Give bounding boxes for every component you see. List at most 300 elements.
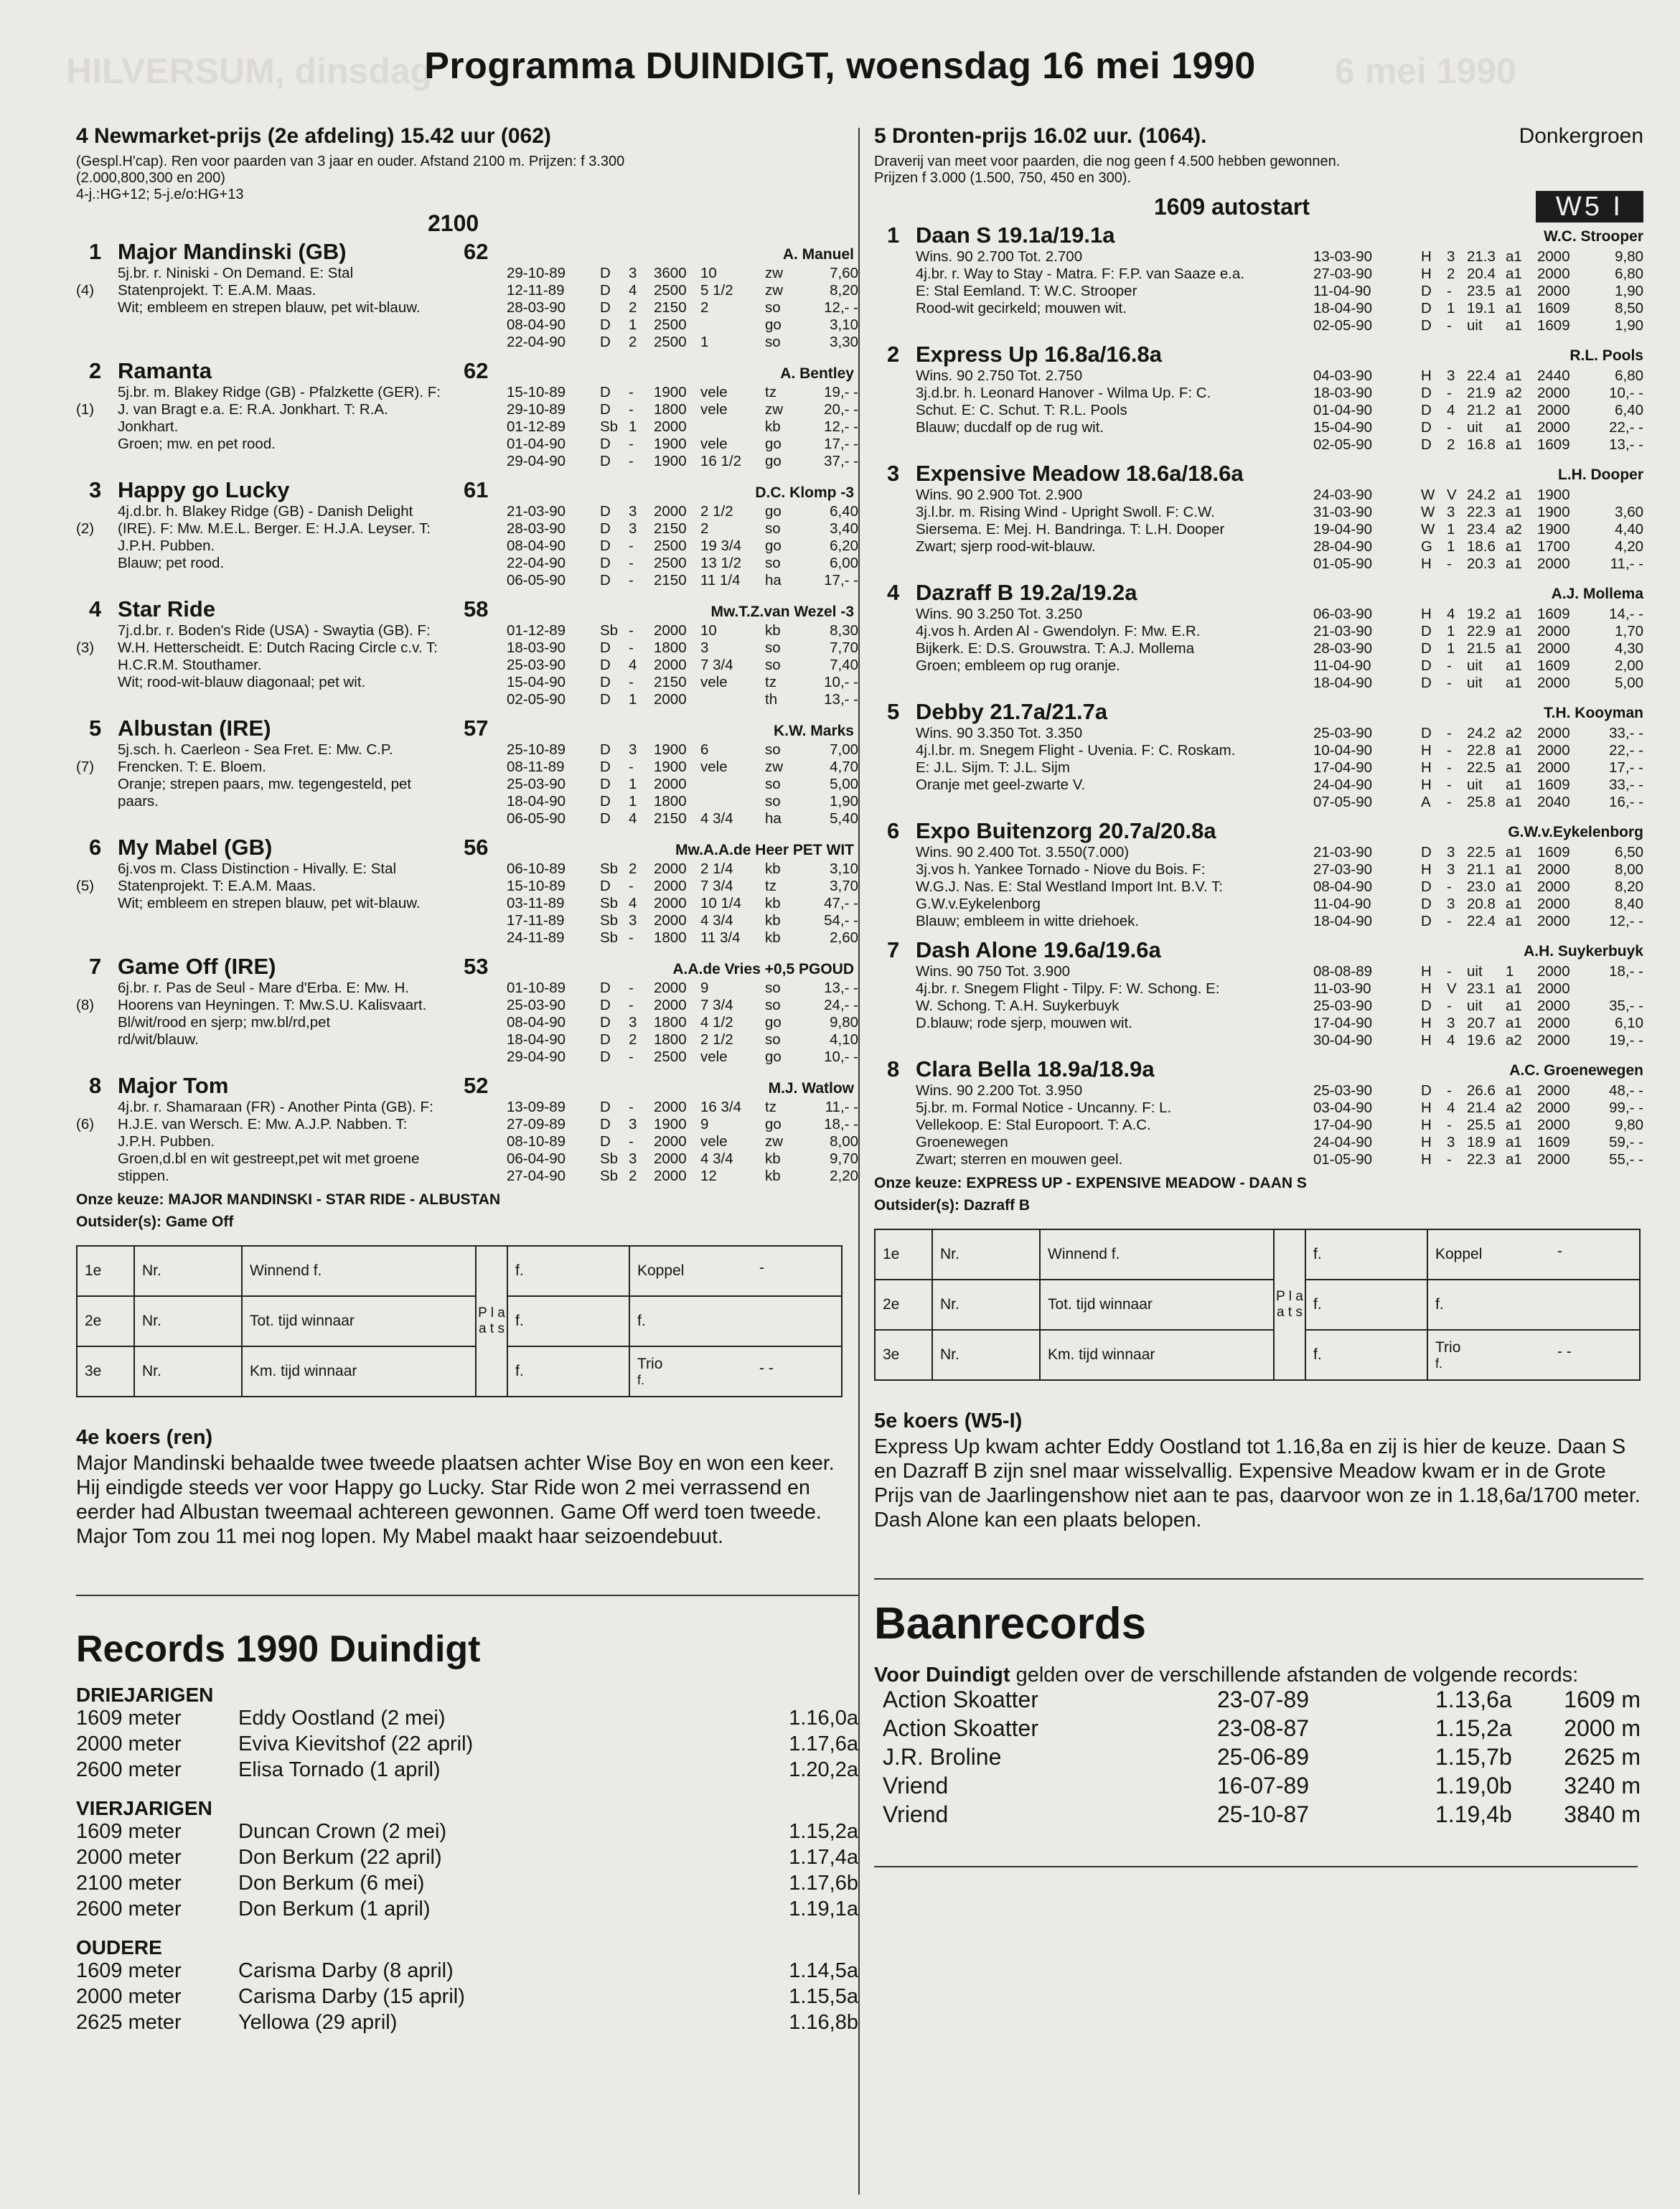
payout-label: Tot. tijd winnaar — [242, 1296, 476, 1346]
result-row — [1313, 963, 1643, 980]
run-place: 2 — [1447, 436, 1455, 453]
run-place: - — [629, 538, 634, 554]
run-odds: 18,- - — [824, 1116, 858, 1132]
result-row — [507, 384, 858, 401]
run-col5: a1 — [1506, 794, 1522, 810]
horse-info — [118, 384, 491, 453]
run-place: 3 — [629, 741, 637, 758]
run-col4: 1900 — [654, 436, 687, 452]
horse-name: Daan S 19.1a/19.1a — [916, 222, 1115, 248]
run-col4: 22.4 — [1467, 367, 1496, 384]
horse-info-line: 4j.br. r. Shamaraan (FR) - Another Pinta (GB). F: — [118, 1099, 433, 1115]
run-odds: 4,20 — [1615, 538, 1643, 555]
run-col6: 2000 — [1537, 283, 1570, 299]
run-col6: 2000 — [1537, 913, 1570, 929]
run-track: H — [1421, 606, 1432, 622]
run-col4: 22.8 — [1467, 742, 1496, 759]
horse-header — [874, 221, 1643, 248]
result-row — [1313, 283, 1643, 300]
run-col5: 10 — [700, 265, 717, 281]
run-odds: 6,40 — [830, 503, 858, 520]
record-distance: 2625 meter — [76, 2011, 182, 2034]
column-divider — [858, 128, 860, 2195]
run-col5: vele — [700, 1049, 728, 1065]
horse-name: Game Off (IRE) — [118, 954, 276, 979]
track-record-row — [874, 1801, 1643, 1830]
recent-results — [1313, 1082, 1643, 1168]
run-odds: 13,- - — [1609, 436, 1643, 453]
run-col6: so — [765, 980, 781, 996]
horse-info-line: Blauw; pet rood. — [118, 555, 225, 571]
run-place: - — [629, 555, 634, 571]
run-odds: 7,70 — [830, 639, 858, 656]
result-row — [1313, 419, 1643, 436]
horse-info-line: stippen. — [118, 1168, 169, 1184]
result-row — [507, 572, 858, 589]
horse-info-line: Vellekoop. E: Stal Europoort. T: A.C. — [916, 1117, 1151, 1133]
result-row — [1313, 266, 1643, 283]
run-col5: a1 — [1506, 1015, 1522, 1031]
result-row — [1313, 317, 1643, 334]
run-col5: 7 3/4 — [700, 997, 733, 1013]
number-label: Nr. — [932, 1280, 1040, 1330]
run-place: 4 — [1447, 606, 1455, 622]
run-odds: 24,- - — [824, 997, 858, 1013]
run-col6: tz — [765, 1099, 776, 1115]
run-col4: 2500 — [654, 538, 687, 554]
run-odds: 2,20 — [830, 1168, 858, 1184]
run-place: 1 — [629, 418, 637, 435]
horse-number: 6 — [887, 818, 900, 843]
horse-info-line: Oranje met geel-zwarte V. — [916, 777, 1086, 793]
run-odds: 5,00 — [830, 776, 858, 792]
koppel-trio-cell — [1427, 1229, 1640, 1280]
run-col4: uit — [1467, 998, 1483, 1014]
run-odds: 10,- - — [824, 674, 858, 690]
run-date: 28-03-90 — [507, 299, 566, 316]
horse-entry — [874, 340, 1643, 454]
horse-number: 7 — [89, 954, 102, 979]
run-col4: 2150 — [654, 572, 687, 588]
run-col5: a1 — [1506, 861, 1522, 878]
race5-comment: Express Up kwam achter Eddy Oostland tot 1.16,8a en zij is hier de keuze. Daan S en Dazraff B zijn snel maar wisselvallig. Expensive Meadow kwam er in de Grote Prijs van de Jaarlingenshow niet aan te pas, daarvoor won ze in 1.18,6a/1700 meter. Dash Alone kan een plaats belopen. — [874, 1435, 1641, 1532]
run-odds: 4,40 — [1615, 521, 1643, 538]
run-date: 03-04-90 — [1313, 1099, 1373, 1116]
run-col5: a1 — [1506, 1134, 1522, 1150]
run-col6: 2000 — [1537, 623, 1570, 639]
result-row — [1313, 657, 1643, 675]
horse-info-line: H.C.R.M. Stouthamer. — [118, 657, 262, 673]
horse-header — [76, 833, 858, 860]
section-divider — [874, 1866, 1638, 1867]
horse-entry — [874, 936, 1643, 1049]
horse-name: Major Tom — [118, 1073, 229, 1098]
race5-description — [874, 154, 1643, 187]
horse-entry — [76, 476, 858, 589]
run-track: H — [1421, 1032, 1432, 1049]
run-odds: 6,20 — [830, 538, 858, 554]
run-odds: 18,- - — [1609, 963, 1643, 980]
finish-position: 1e — [77, 1246, 134, 1296]
track-record-horse: Vriend — [883, 1773, 949, 1798]
koppel-trio-cell — [1427, 1330, 1640, 1380]
run-col5: 7 3/4 — [700, 878, 733, 894]
track-record-distance: 2000 m — [1564, 1715, 1641, 1741]
run-place: - — [629, 1049, 634, 1065]
horse-entry — [76, 1071, 858, 1185]
horse-rider: A.A.de Vries +0,5 PGOUD — [672, 961, 854, 977]
race4-desc-line: (2.000,800,300 en 200) — [76, 170, 225, 186]
finish-position: 2e — [77, 1296, 134, 1346]
run-col4: 1900 — [654, 1116, 687, 1132]
run-track: D — [600, 1116, 611, 1132]
horse-info-line: Oranje; strepen paars, mw. tegengesteld, pet — [118, 776, 412, 792]
run-place: - — [1447, 1117, 1452, 1133]
run-col4: 2000 — [654, 980, 687, 996]
horse-details — [874, 844, 1643, 930]
recent-results — [507, 1099, 858, 1185]
record-distance: 1609 meter — [76, 1820, 182, 1843]
run-col5: a1 — [1506, 555, 1522, 572]
run-col6: tz — [765, 384, 776, 400]
horse-entry — [874, 578, 1643, 692]
run-col5: a2 — [1506, 1032, 1522, 1049]
horse-header — [76, 476, 858, 503]
run-odds: 1,70 — [1615, 623, 1643, 639]
horse-entry — [76, 714, 858, 827]
horse-details — [76, 384, 858, 470]
run-odds: 8,30 — [830, 622, 858, 639]
horse-header — [76, 714, 858, 741]
run-col4: 2500 — [654, 316, 687, 333]
run-col5: 7 3/4 — [700, 657, 733, 673]
result-row — [1313, 504, 1643, 521]
result-row — [1313, 1099, 1643, 1117]
horse-info-line: Groen,d.bl en wit gestreept,pet wit met groene — [118, 1150, 420, 1167]
run-col6: 2000 — [1537, 248, 1570, 265]
result-row — [507, 810, 858, 827]
run-col5: 4 1/2 — [700, 1014, 733, 1031]
result-row — [507, 1168, 858, 1185]
run-odds: 55,- - — [1609, 1151, 1643, 1168]
record-holder: Eddy Oostland (2 mei) — [238, 1707, 446, 1730]
run-col5: 2 1/4 — [700, 860, 733, 877]
run-place: 3 — [1447, 1134, 1455, 1150]
run-col5: vele — [700, 1133, 728, 1150]
run-odds: 59,- - — [1609, 1134, 1643, 1150]
run-col6: kb — [765, 1150, 781, 1167]
horse-header — [874, 1055, 1643, 1082]
run-date: 02-05-90 — [507, 691, 566, 708]
result-row — [1313, 1151, 1643, 1168]
horse-entry — [76, 833, 858, 947]
run-col6: 2000 — [1537, 1117, 1570, 1133]
horse-info-line: Rood-wit gecirkeld; mouwen wit. — [916, 300, 1127, 316]
run-date: 18-04-90 — [507, 1031, 566, 1048]
horse-info-line: 3j.d.br. h. Leonard Hanover - Wilma Up. F: C. — [916, 385, 1211, 401]
run-track: D — [1421, 896, 1432, 912]
horse-info-line: 4j.br. r. Way to Stay - Matra. F: F.P. van Saaze e.a. — [916, 266, 1245, 282]
amount-label: f. — [507, 1296, 629, 1346]
run-odds: 35,- - — [1609, 998, 1643, 1014]
run-place: - — [1447, 913, 1452, 929]
record-time: 1.19,1a — [789, 1898, 858, 1920]
result-row — [507, 1014, 858, 1031]
horse-info-line: Wins. 90 2.200 Tot. 3.950 — [916, 1082, 1083, 1099]
run-col5: a1 — [1506, 777, 1522, 793]
payout-label: Winnend f. — [1040, 1229, 1274, 1280]
result-row — [507, 639, 858, 657]
horse-info — [118, 980, 491, 1049]
amount-label: f. — [507, 1346, 629, 1397]
run-track: D — [1421, 419, 1432, 436]
run-date: 13-09-89 — [507, 1099, 566, 1115]
record-time: 1.17,6b — [789, 1872, 858, 1895]
finish-position: 3e — [875, 1330, 932, 1380]
race4-result-table-slot — [76, 1245, 858, 1397]
run-date: 21-03-90 — [1313, 844, 1373, 860]
horse-entry — [874, 1055, 1643, 1168]
run-date: 25-03-90 — [507, 776, 566, 792]
horse-header — [76, 238, 858, 265]
run-date: 13-03-90 — [1313, 248, 1373, 265]
record-row — [76, 1898, 858, 1923]
run-track: D — [600, 997, 611, 1013]
run-col4: 2000 — [654, 912, 687, 929]
trio-amount-label: f. — [637, 1372, 645, 1387]
run-col5: 9 — [700, 1116, 709, 1132]
run-col5: a1 — [1506, 1117, 1522, 1133]
horse-info-line: Wins. 90 750 Tot. 3.900 — [916, 963, 1071, 980]
run-place: 1 — [629, 776, 637, 792]
run-date: 11-03-90 — [1313, 980, 1371, 997]
run-col6: 1609 — [1537, 844, 1570, 860]
race5-title — [874, 123, 1643, 149]
run-date: 28-03-90 — [1313, 640, 1373, 657]
result-row — [1313, 385, 1643, 402]
run-odds: 1,90 — [1615, 317, 1643, 334]
horse-rider: K.W. Marks — [773, 723, 854, 739]
horse-weight: 52 — [464, 1073, 489, 1098]
run-col6: 2000 — [1537, 725, 1570, 741]
horse-info-line: Zwart; sterren en mouwen geel. — [916, 1151, 1123, 1168]
horse-rider: A. Manuel — [782, 246, 854, 263]
race5-color: Donkergroen — [1519, 124, 1643, 148]
record-holder: Carisma Darby (15 april) — [238, 1985, 465, 2008]
horse-entry — [76, 595, 858, 708]
recent-results — [1313, 487, 1643, 573]
horse-header — [76, 1071, 858, 1099]
koppel-trio-cell — [629, 1246, 842, 1296]
run-odds: 47,- - — [824, 895, 858, 911]
horse-rider: W.C. Strooper — [1544, 228, 1643, 245]
result-row — [1313, 675, 1643, 692]
run-track: D — [600, 878, 611, 894]
run-track: D — [600, 299, 611, 316]
run-col4: 2000 — [654, 657, 687, 673]
run-col6: 2000 — [1537, 385, 1570, 401]
run-place: 3 — [629, 912, 637, 929]
track-record-date: 25-10-87 — [1217, 1801, 1310, 1827]
recent-results — [507, 741, 858, 827]
race5-title-text: 5 Dronten-prijs 16.02 uur. (1064). — [874, 124, 1207, 148]
horse-rider: A.C. Groenewegen — [1509, 1062, 1643, 1079]
run-col6: 2000 — [1537, 640, 1570, 657]
horse-info — [916, 248, 1318, 317]
result-row — [507, 657, 858, 674]
run-col6: 2000 — [1537, 266, 1570, 282]
run-track: D — [600, 1133, 611, 1150]
run-col4: 23.4 — [1467, 521, 1496, 538]
run-place: 1 — [1447, 640, 1455, 657]
run-col4: 21.9 — [1467, 385, 1496, 401]
recent-results — [1313, 844, 1643, 930]
run-col6: th — [765, 691, 778, 708]
horse-details — [76, 265, 858, 351]
run-place: 3 — [629, 1116, 637, 1132]
horse-info-line: Wit; embleem en strepen blauw, pet wit-blauw. — [118, 895, 421, 911]
horse-info — [118, 741, 491, 810]
track-record-date: 16-07-89 — [1217, 1773, 1310, 1798]
run-col5: a1 — [1506, 283, 1522, 299]
run-col6: 2000 — [1537, 980, 1570, 997]
run-col6: 2440 — [1537, 367, 1570, 384]
run-col5: 4 3/4 — [700, 810, 733, 827]
run-date: 15-10-89 — [507, 878, 566, 894]
run-col4: 22.4 — [1467, 913, 1496, 929]
run-date: 27-03-90 — [1313, 266, 1373, 282]
run-track: Sb — [600, 622, 619, 639]
horse-header — [874, 817, 1643, 844]
run-odds: 8,20 — [830, 282, 858, 299]
run-col5: 4 3/4 — [700, 1150, 733, 1167]
run-col6: zw — [765, 759, 784, 775]
run-col6: go — [765, 316, 782, 333]
horse-name: Major Mandinski (GB) — [118, 239, 347, 264]
result-row — [1313, 844, 1643, 861]
run-track: D — [600, 503, 611, 520]
run-col5: a1 — [1506, 759, 1522, 776]
trio-amount-label: f. — [1435, 1356, 1443, 1371]
result-row — [1313, 777, 1643, 794]
result-table-row — [875, 1280, 1640, 1330]
horse-info — [916, 606, 1318, 675]
horse-details — [874, 367, 1643, 454]
left-column — [76, 123, 858, 2037]
result-row — [1313, 1134, 1643, 1151]
run-place: - — [629, 453, 634, 469]
run-col6: kb — [765, 895, 781, 911]
run-col4: 19.1 — [1467, 300, 1496, 316]
start-position: (5) — [76, 878, 95, 894]
horse-info-line: rd/wit/blauw. — [118, 1031, 199, 1048]
horse-entry — [874, 817, 1643, 930]
horse-info — [118, 622, 491, 691]
run-col4: 23.5 — [1467, 283, 1496, 299]
horse-info-line: Wins. 90 2.700 Tot. 2.700 — [916, 248, 1083, 265]
run-track: D — [1421, 913, 1432, 929]
run-col4: 3600 — [654, 265, 687, 281]
run-col5: vele — [700, 436, 728, 452]
race4-comment: Major Mandinski behaalde twee tweede plaatsen achter Wise Boy en won een keer. Hij eindigde steeds ver voor Happy go Lucky. Star Ride won 2 mei verrassend en eerder had Albustan tweemaal achtereen gewonnen. Game Off werd toen tweede. Major Tom zou 11 mei nog lopen. My Mabel maakt haar seizoendebuut. — [76, 1452, 835, 1548]
run-col6: 2000 — [1537, 1015, 1570, 1031]
result-row — [507, 878, 858, 895]
record-time: 1.15,5a — [789, 1985, 858, 2008]
run-odds: 19,- - — [824, 384, 858, 400]
horse-name: My Mabel (GB) — [118, 835, 273, 860]
run-col5: 3 — [700, 639, 709, 656]
run-date: 18-04-90 — [507, 793, 566, 810]
run-date: 17-04-90 — [1313, 759, 1373, 776]
run-date: 24-03-90 — [1313, 487, 1373, 503]
horse-info-line: Jonkhart. — [118, 418, 179, 435]
run-date: 27-04-90 — [507, 1168, 566, 1184]
run-track: D — [600, 453, 611, 469]
run-date: 01-12-89 — [507, 418, 566, 435]
run-odds: 6,80 — [1615, 367, 1643, 384]
run-col4: 19.6 — [1467, 1032, 1496, 1049]
run-place: 3 — [629, 503, 637, 520]
run-col5: 9 — [700, 980, 709, 996]
run-track: D — [600, 520, 611, 537]
run-track: Sb — [600, 895, 619, 911]
run-col5: 10 — [700, 622, 717, 639]
horse-info — [916, 725, 1318, 794]
run-place: 3 — [629, 1150, 637, 1167]
horse-info-line: Wit; embleem en strepen blauw, pet wit-blauw. — [118, 299, 421, 316]
run-place: - — [1447, 675, 1452, 691]
run-col6: 1609 — [1537, 300, 1570, 316]
run-col5: a1 — [1506, 980, 1522, 997]
run-date: 10-04-90 — [1313, 742, 1373, 759]
horse-info-line: Groen; mw. en pet rood. — [118, 436, 276, 452]
horse-info-line: W. Schong. T: A.H. Suykerbuyk — [916, 998, 1120, 1014]
run-place: 3 — [1447, 367, 1455, 384]
run-col4: uit — [1467, 419, 1483, 436]
run-date: 08-11-89 — [507, 759, 565, 775]
run-odds: 12,- - — [824, 418, 858, 435]
run-odds: 3,70 — [830, 878, 858, 894]
result-row — [507, 793, 858, 810]
run-date: 29-10-89 — [507, 265, 566, 281]
run-odds: 2,60 — [830, 929, 858, 946]
run-col6: 2000 — [1537, 963, 1570, 980]
run-place: - — [629, 622, 634, 639]
run-date: 31-03-90 — [1313, 504, 1373, 520]
number-label: Nr. — [134, 1246, 242, 1296]
run-place: 3 — [1447, 861, 1455, 878]
run-date: 12-11-89 — [507, 282, 565, 299]
result-row — [1313, 1117, 1643, 1134]
run-odds: 33,- - — [1609, 725, 1643, 741]
track-record-horse: Vriend — [883, 1801, 949, 1827]
run-track: D — [1421, 300, 1432, 316]
run-date: 01-12-89 — [507, 622, 566, 639]
record-time: 1.16,0a — [789, 1707, 858, 1730]
run-col5: vele — [700, 384, 728, 400]
run-col6: so — [765, 657, 781, 673]
horse-info-line: Wins. 90 2.400 Tot. 3.550(7.000) — [916, 844, 1130, 860]
run-col5: a1 — [1506, 896, 1522, 912]
result-row — [507, 316, 858, 334]
horse-rider: R.L. Pools — [1569, 347, 1643, 364]
run-col6: 1900 — [1537, 504, 1570, 520]
run-odds: 10,- - — [824, 1049, 858, 1065]
horse-rider: G.W.v.Eykelenborg — [1508, 824, 1643, 840]
run-col6: so — [765, 997, 781, 1013]
race4-outsiders: Outsider(s): Game Off — [76, 1214, 234, 1230]
race5-our-choice: Onze keuze: EXPRESS UP - EXPENSIVE MEADOW - DAAN S — [874, 1175, 1307, 1191]
